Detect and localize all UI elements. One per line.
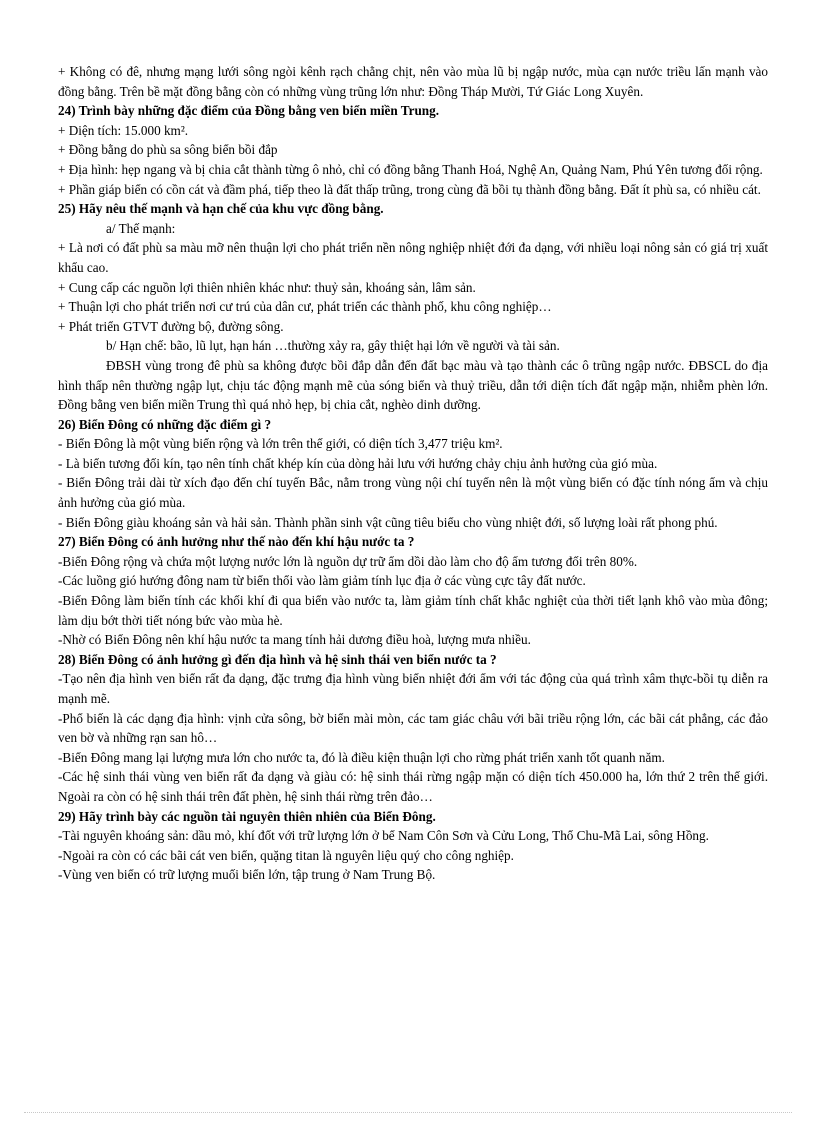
- paragraph-area: + Diện tích: 15.000 km².: [58, 122, 189, 138]
- paragraph-regional-limitations: ĐBSH vùng trong đê phù sa không được bồi đắp dẫn đến đất bạc màu và tạo thành các ô trũng ngập nước. ĐBSCL do địa hình thấp nên thường ngập lụt, chịu tác động mạnh mẽ của sóng biển và thuỷ triều, dẫn tới diện tích đất ngập mặn, nhiễm phèn lớn. Đồng bằng ven biển miền Trung thì quá nhỏ hẹp, bị chia cắt, nghèo dinh dưỡng.: [58, 357, 768, 413]
- paragraph-southeast-wind: -Các luồng gió hướng đông nam từ biển thổi vào làm giảm tính lục địa ở các vùng cực tây đất nước.: [58, 573, 586, 589]
- paragraph-sea-size: - Biển Đông là một vùng biển rộng và lớn trên thế giới, có diện tích 3,477 triệu km².: [58, 436, 503, 452]
- subheading-limitations: b/ Hạn chế: bão, lũ lụt, hạn hán …thường xảy ra, gây thiệt hại lớn về người và tài sản.: [106, 338, 560, 354]
- paragraph-sea-salt: -Vùng ven biển có trữ lượng muối biển lớn, tập trung ở Nam Trung Bộ.: [58, 867, 436, 883]
- paragraph-ecosystems: -Các hệ sinh thái vùng ven biển rất đa dạng và giàu có: hệ sinh thái rừng ngập mặn có diện tích 450.000 ha, lớn thứ 2 trên thế giới. Ngoài ra còn có hệ sinh thái trên đất phèn, hệ sinh thái rừng trên đảo…: [58, 769, 768, 804]
- paragraph-enclosed-sea: - Là biển tương đối kín, tạo nên tính chất khép kín của dòng hải lưu với hướng chảy chịu ảnh hưởng của gió mùa.: [58, 455, 658, 471]
- paragraph-alluvium: + Đồng bằng do phù sa sông biển bồi đắp: [58, 142, 278, 158]
- paragraph-landforms: -Phổ biến là các dạng địa hình: vịnh cửa sông, bờ biển mài mòn, các tam giác châu với bãi triều rộng lớn, các bãi cát phẳng, các đảo ven bờ và những rạn san hô…: [58, 710, 768, 746]
- paragraph-natural-resources: + Cung cấp các nguồn lợi thiên nhiên khác như: thuỷ sản, khoáng sản, lâm sản.: [58, 279, 476, 295]
- paragraph-minerals: -Tài nguyên khoáng sản: dầu mỏ, khí đốt với trữ lượng lớn ở bể Nam Côn Sơn và Cửu Long, Thổ Chu-Mã Lai, sông Hồng.: [58, 828, 709, 844]
- paragraph-sand-titanium: -Ngoài ra còn có các bãi cát ven biển, quặng titan là nguyên liệu quý cho công nghiệp.: [58, 847, 514, 863]
- paragraph-sea-riches: - Biển Đông giàu khoáng sản và hải sản. Thành phần sinh vật cũng tiêu biểu cho vùng nhiệt đới, số lượng loài rất phong phú.: [58, 514, 718, 530]
- paragraph-sea-extent: - Biển Đông trải dài từ xích đạo đến chí tuyến Bắc, nằm trong vùng nội chí tuyến nên là một vùng biển có đặc tính nóng ẩm và chịu ảnh hưởng của gió mùa.: [58, 475, 768, 511]
- heading-question-26: 26) Biển Đông có những đặc điểm gì ?: [58, 416, 272, 432]
- paragraph-transport: + Phát triển GTVT đường bộ, đường sông.: [58, 318, 284, 334]
- paragraph-coastal-dunes: + Phần giáp biển có cồn cát và đầm phá, tiếp theo là đất thấp trũng, trong cùng đã bồi tụ thành đồng bằng. Đất ít phù sa, có nhiều cát.: [58, 181, 761, 197]
- paragraph-coastal-terrain: -Tạo nên địa hình ven biển rất đa dạng, đặc trưng địa hình vùng biển nhiệt đới ẩm với tác động của quá trình xâm thực-bồi tụ diễn ra mạnh mẽ.: [58, 671, 768, 706]
- paragraph-air-mass: -Biển Đông làm biến tính các khối khí đi qua biển vào nước ta, làm giảm tính chất khắc nghiệt của thời tiết lạnh khô vào mùa đông; làm dịu bớt thời tiết nóng bức vào mùa hè.: [58, 593, 768, 628]
- document-page: [58, 62, 768, 885]
- heading-question-25: 25) Hãy nêu thế mạnh và hạn chế của khu vực đồng bằng.: [58, 201, 384, 217]
- paragraph-settlement: + Thuận lợi cho phát triển nơi cư trú của dân cư, phát triển các thành phố, khu công nghiệp…: [58, 299, 552, 315]
- heading-question-29: 29) Hãy trình bày các nguồn tài nguyên thiên nhiên của Biển Đông.: [58, 808, 436, 824]
- paragraph-delta-flooding: + Không có đê, nhưng mạng lưới sông ngòi kênh rạch chằng chịt, nên vào mùa lũ bị ngập nước, mùa cạn nước triều lấn mạnh vào đồng bằng. Trên bề mặt đồng bằng còn có những vùng trũng lớn như: Đồng Tháp Mười, Tứ Giác Long Xuyên.: [58, 64, 768, 99]
- page-bottom-divider: [24, 1112, 792, 1113]
- paragraph-maritime-climate: -Nhờ có Biển Đông nên khí hậu nước ta mang tính hải dương điều hoà, lượng mưa nhiều.: [58, 632, 531, 648]
- heading-question-24: 24) Trình bày những đặc điểm của Đồng bằng ven biển miền Trung.: [58, 103, 440, 119]
- heading-question-27: 27) Biển Đông có ảnh hưởng như thế nào đến khí hậu nước ta ?: [58, 534, 415, 550]
- subheading-strengths: a/ Thế mạnh:: [106, 220, 176, 236]
- paragraph-fertile-soil: + Là nơi có đất phù sa màu mỡ nên thuận lợi cho phát triển nền nông nghiệp nhiệt đới đa dạng, với nhiều loại nông sản có giá trị xuất khẩu cao.: [58, 240, 768, 275]
- paragraph-terrain: + Địa hình: hẹp ngang và bị chia cắt thành từng ô nhỏ, chỉ có đồng bằng Thanh Hoá, Nghệ An, Quảng Nam, Phú Yên tương đối rộng.: [58, 161, 763, 177]
- paragraph-humidity: -Biển Đông rộng và chứa một lượng nước lớn là nguồn dự trữ ẩm dồi dào làm cho độ ẩm tương đối trên 80%.: [58, 553, 638, 569]
- heading-question-28: 28) Biển Đông có ảnh hưởng gì đến địa hình và hệ sinh thái ven biển nước ta ?: [58, 651, 497, 667]
- paragraph-rainfall: -Biển Đông mang lại lượng mưa lớn cho nước ta, đó là điều kiện thuận lợi cho rừng phát triển xanh tốt quanh năm.: [58, 749, 665, 765]
